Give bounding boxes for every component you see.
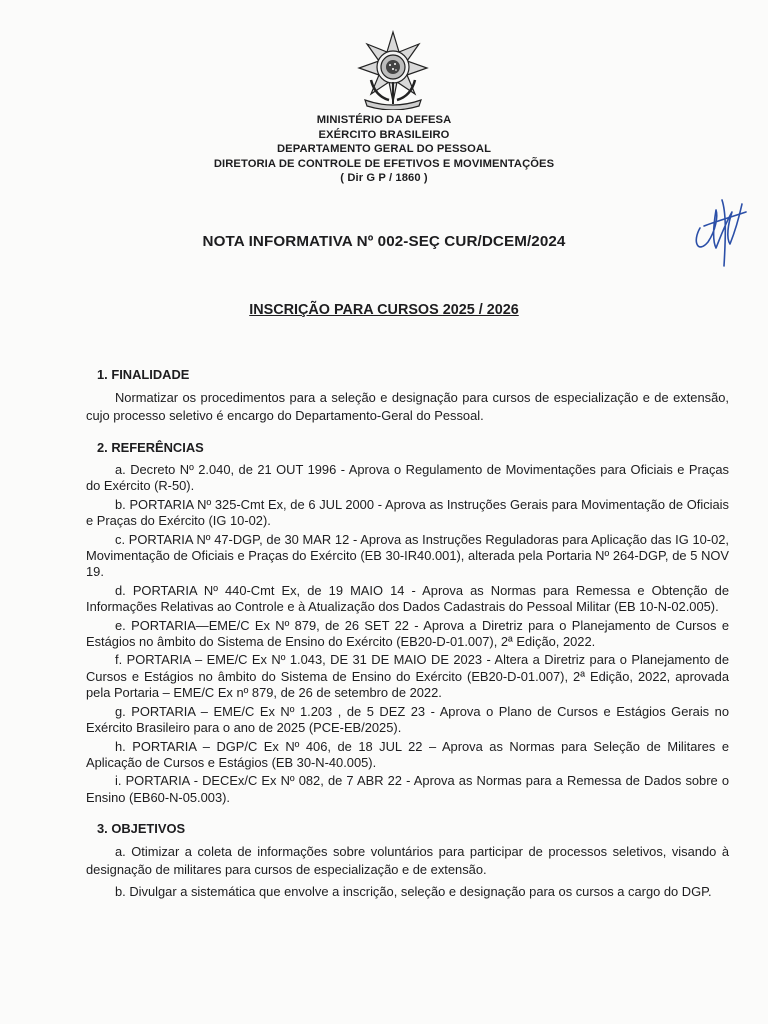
coat-of-arms-emblem [357, 30, 429, 110]
document-title: NOTA INFORMATIVA Nº 002-SEÇ CUR/DCEM/2024 [202, 233, 566, 250]
reference-item: c. PORTARIA Nº 47-DGP, de 30 MAR 12 - Aprova as Instruções Reguladoras para Aplicação das IG 10-02, Movimentação de Oficiais e Praças do Exército (EB 30-IR40.001), alterada pela Portaria Nº 264-DGP, de 5 NOV 19. [86, 531, 729, 580]
header-line-ministry: MINISTÉRIO DA DEFESA [316, 114, 452, 126]
section-heading-finalidade: 1. FINALIDADE [97, 367, 190, 382]
document-body [86, 366, 729, 901]
header-line-army: EXÉRCITO BRASILEIRO [318, 128, 450, 141]
reference-item: b. PORTARIA Nº 325-Cmt Ex, de 6 JUL 2000 - Aprova as Instruções Gerais para Movimentação de Oficiais e Praças do Exército (IG 10-02). [86, 496, 729, 529]
section-heading-objetivos: 3. OBJETIVOS [97, 821, 186, 837]
finalidade-paragraph: Normatizar os procedimentos para a seleção e designação para cursos de especialização e de extensão, cujo processo seletivo é encargo do Departamento-Geral do Pessoal. [86, 390, 729, 423]
header-line-directorate: DIRETORIA DE CONTROLE DE EFETIVOS E MOVIMENTAÇÕES [213, 157, 555, 170]
document-subtitle: INSCRIÇÃO PARA CURSOS 2025 / 2026 [249, 302, 519, 318]
section-heading-referencias: 2. REFERÊNCIAS [97, 440, 204, 455]
header-line-code: ( Dir G P / 1860 ) [340, 172, 428, 185]
handwritten-signature [682, 182, 754, 274]
objective-item: b. Divulgar a sistemática que envolve a inscrição, seleção e designação para os cursos a cargo do DGP. [115, 884, 712, 900]
objective-item: a. Otimizar a coleta de informações sobre voluntários para participar de processos seletivos, visando à designação de militares para cursos de especialização e de extensão. [86, 844, 729, 878]
reference-item: a. Decreto Nº 2.040, de 21 OUT 1996 - Aprova o Regulamento de Movimentações para Oficiais e Praças do Exército (R-50). [86, 462, 729, 494]
reference-item: e. PORTARIA—EME/C Ex Nº 879, de 26 SET 22 - Aprova a Diretriz para o Planejamento de Cursos e Estágios no âmbito do Sistema de Ensino do Exército (EB20-D-01.007), 2ª Edição, 2022. [86, 617, 729, 650]
reference-item: h. PORTARIA – DGP/C Ex Nº 406, de 18 JUL 22 – Aprova as Normas para Seleção de Militares e Aplicação de Cursos e Estágios (EB 30-N-40.005). [86, 738, 729, 770]
header-line-department: DEPARTAMENTO GERAL DO PESSOAL [276, 143, 492, 156]
reference-item: g. PORTARIA – EME/C Ex Nº 1.203 , de 5 DEZ 23 - Aprova o Plano de Cursos e Estágios Gerais no Exército Brasileiro para o ano de 2025 (PCE-EB/2025). [86, 703, 729, 736]
reference-item: d. PORTARIA Nº 440-Cmt Ex, de 19 MAIO 14 - Aprova as Normas para Remessa e Obtenção de Informações Relativas ao Controle e à Atualização dos Dados Cadastrais do Pessoal Militar (EB 10-N-02.005). [86, 582, 729, 615]
institution-header [0, 113, 768, 186]
reference-item: f. PORTARIA – EME/C Ex Nº 1.043, DE 31 DE MAIO DE 2023 - Altera a Diretriz para o Planejamento de Cursos e Estágios no âmbito do Sistema de Ensino do Exército (EB20-D-01.007), 2ª Edição, 2022, aprovada pela Portaria – EME/C Ex nº 879, de 26 de setembro de 2022. [86, 652, 729, 701]
reference-item: i. PORTARIA - DECEx/C Ex Nº 082, de 7 ABR 22 - Aprova as Normas para a Remessa de Dados sobre o Ensino (EB60-N-05.003). [86, 773, 729, 805]
